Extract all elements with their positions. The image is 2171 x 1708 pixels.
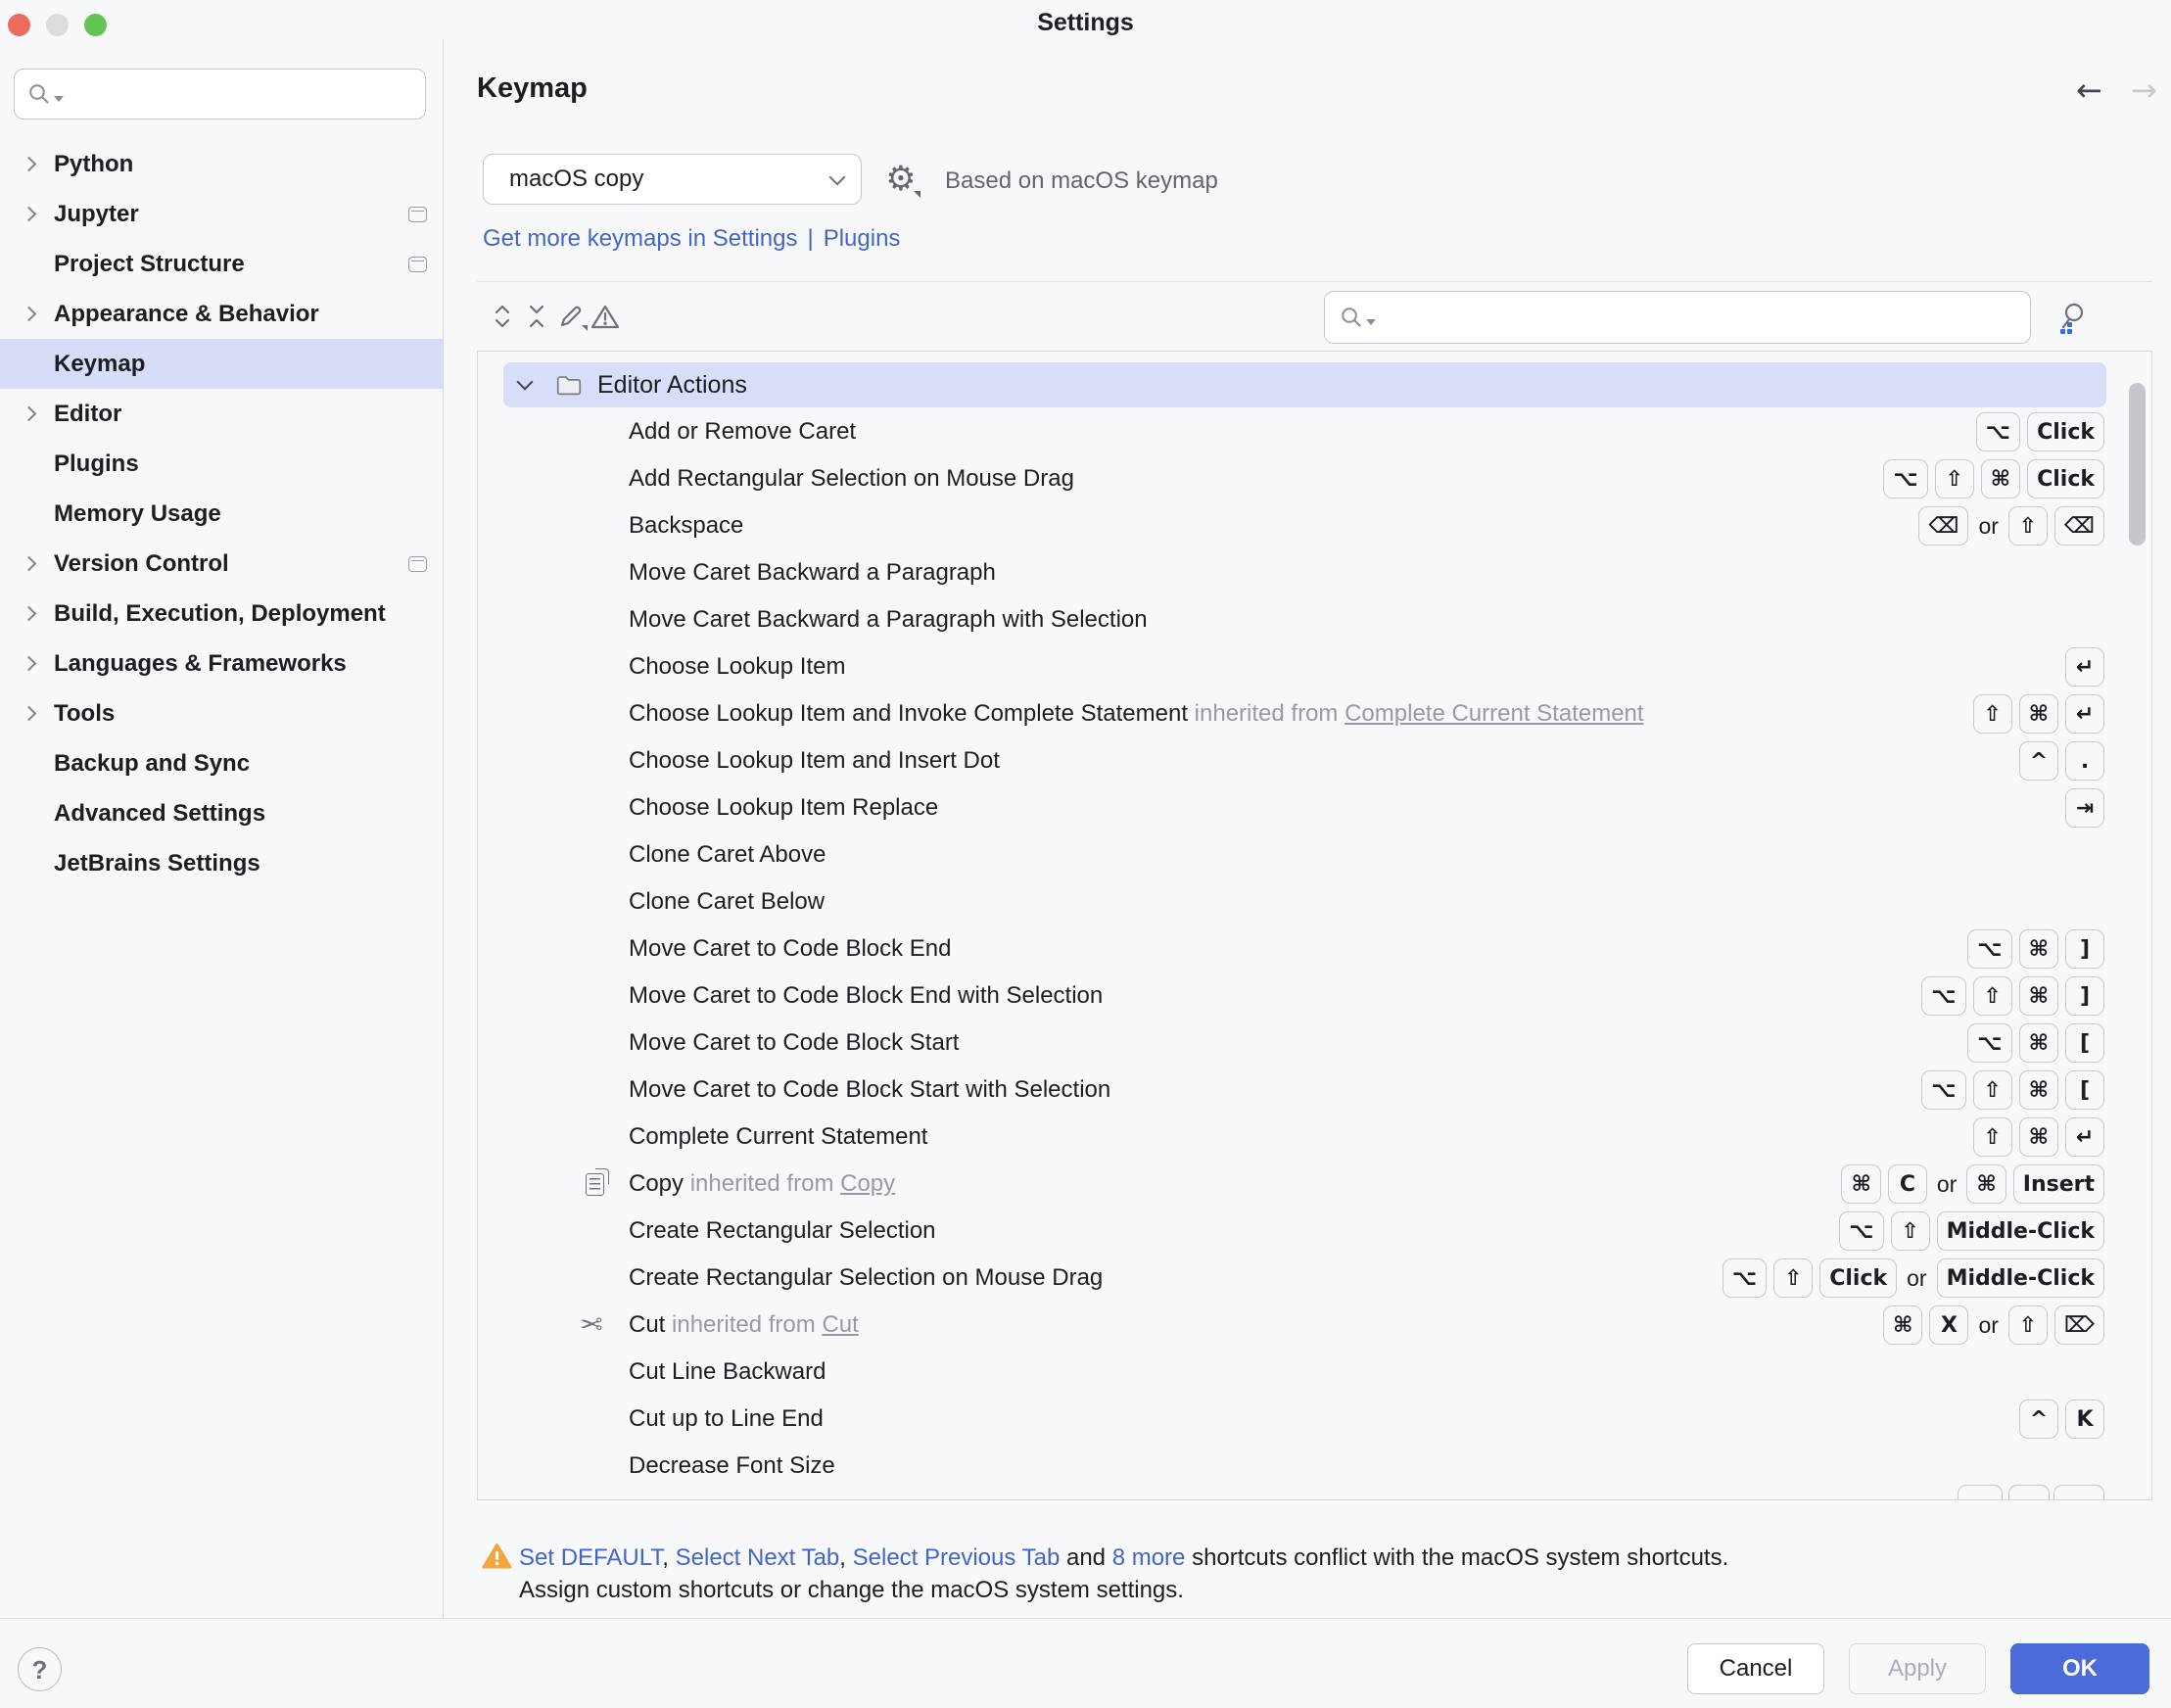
key-badge: . xyxy=(2065,741,2104,781)
shortcut-badges xyxy=(1960,929,2104,969)
key-badge: ⌘ xyxy=(2019,1117,2058,1157)
key-badge: ⌫ xyxy=(2054,506,2104,546)
key-badge: ⇧ xyxy=(1773,1258,1813,1298)
key-badge: ⇧ xyxy=(1935,459,1974,498)
key-badge: ↵ xyxy=(2065,1117,2104,1157)
key-badge: ⌘ xyxy=(2019,976,2058,1016)
gear-icon[interactable]: ⚙ xyxy=(879,157,922,202)
shortcut-badges xyxy=(2058,647,2104,687)
key-badge: ⌘ xyxy=(1841,1164,1880,1204)
titlebar xyxy=(0,0,2171,39)
action-label: Clone Caret Above xyxy=(629,841,826,868)
keymap-row-create-rectangular-selection-on-mouse-drag[interactable] xyxy=(478,1255,2151,1302)
keymap-row-move-caret-to-code-block-start-with-selection[interactable] xyxy=(478,1067,2151,1114)
plugin-page-icon xyxy=(408,556,427,572)
sidebar-item-label: Tools xyxy=(54,699,116,727)
key-badge: Insert xyxy=(2013,1164,2104,1204)
sidebar-item-label: Python xyxy=(54,150,134,177)
action-label: Choose Lookup Item and Insert Dot xyxy=(629,747,1000,774)
keymap-row-clone-caret-above[interactable] xyxy=(478,831,2151,878)
sidebar-item-languages-frameworks[interactable] xyxy=(0,639,443,688)
sidebar-item-label: JetBrains Settings xyxy=(54,849,260,877)
search-options-caret-icon[interactable] xyxy=(54,96,64,102)
sidebar-search-field[interactable] xyxy=(14,69,426,119)
shortcut-badges xyxy=(1832,1211,2104,1251)
key-badge: ⌥ xyxy=(1967,1023,2011,1063)
inherited-from-link[interactable]: Complete Current Statement xyxy=(1345,700,1644,727)
sidebar-item-backup-and-sync[interactable] xyxy=(0,738,443,788)
chevron-right-icon[interactable] xyxy=(22,656,37,672)
shortcut-badges xyxy=(1960,1023,2104,1063)
sidebar-list xyxy=(0,139,443,888)
keymap-row-add-rectangular-selection-on-mouse-drag[interactable] xyxy=(478,455,2151,502)
shortcut-badges xyxy=(1966,694,2104,734)
conflict-link-select-next-tab[interactable]: Select Next Tab xyxy=(675,1544,840,1571)
page-title: Keymap xyxy=(477,72,588,104)
chevron-right-icon[interactable] xyxy=(22,207,37,222)
apply-button[interactable]: Apply xyxy=(1849,1643,1986,1694)
key-badge: ⌦ xyxy=(2054,1305,2104,1345)
sidebar-item-python[interactable] xyxy=(0,139,443,189)
shortcut-badges xyxy=(1911,506,2104,546)
sidebar-item-label: Memory Usage xyxy=(54,499,221,527)
ok-button[interactable]: OK xyxy=(2010,1643,2149,1694)
chevron-right-icon[interactable] xyxy=(22,406,37,422)
header-divider xyxy=(477,281,2152,282)
keymap-row-choose-lookup-item-and-insert-dot[interactable] xyxy=(478,737,2151,784)
inherited-from-link[interactable]: Cut xyxy=(822,1311,859,1338)
key-badge: [ xyxy=(2065,1023,2104,1063)
key-badge: ⌥ xyxy=(1976,412,2020,451)
action-label: Move Caret Backward a Paragraph xyxy=(629,559,996,586)
key-badge: ⌥ xyxy=(1921,1070,1965,1110)
shortcut-badges xyxy=(1914,1070,2104,1110)
sidebar-item-label: Build, Execution, Deployment xyxy=(54,599,386,627)
find-by-shortcut-button[interactable] xyxy=(2054,299,2092,336)
key-badge: ↵ xyxy=(2065,694,2104,734)
show-conflicts-button[interactable] xyxy=(589,300,622,333)
sidebar-item-tools[interactable] xyxy=(0,688,443,738)
keymap-row-move-caret-to-code-block-start[interactable] xyxy=(478,1020,2151,1067)
action-label: Add Rectangular Selection on Mouse Drag xyxy=(629,465,1074,492)
window-title: Settings xyxy=(1037,9,1134,36)
key-badge: Click xyxy=(2027,459,2104,498)
or-separator: or xyxy=(1936,1170,1958,1197)
keymap-row-decrease-font-size[interactable] xyxy=(478,1443,2151,1490)
back-arrow-icon[interactable]: ← xyxy=(2076,71,2102,109)
conflict-warning-line1 xyxy=(519,1542,1988,1574)
key-badge: ⌘ xyxy=(1883,1305,1922,1345)
or-separator: or xyxy=(1978,1311,1999,1338)
sidebar-item-memory-usage[interactable] xyxy=(0,489,443,539)
shortcut-badges xyxy=(1876,1305,2104,1345)
plugins-link[interactable]: Plugins xyxy=(823,225,901,252)
sidebar-item-label: Project Structure xyxy=(54,250,245,277)
action-label: Move Caret Backward a Paragraph with Selection xyxy=(629,606,1148,633)
keymap-row-move-caret-to-code-block-end[interactable] xyxy=(478,925,2151,973)
key-badge: ⇧ xyxy=(1973,1117,2012,1157)
footer-divider xyxy=(0,1618,2171,1619)
key-badge: ⇧ xyxy=(1891,1211,1930,1251)
action-label: Backspace xyxy=(629,512,744,539)
keymap-select[interactable] xyxy=(483,154,862,205)
shortcut-tree xyxy=(477,351,2152,1500)
vertical-scrollbar[interactable] xyxy=(2129,383,2146,546)
keymap-row-move-caret-backward-a-paragraph-with-selection[interactable] xyxy=(478,596,2151,643)
or-separator: or xyxy=(1907,1264,1927,1291)
collapse-all-button[interactable] xyxy=(520,300,553,333)
action-label: Cut inherited from Cut xyxy=(629,1311,859,1338)
search-options-caret-icon[interactable] xyxy=(1366,319,1376,325)
action-label: Complete Current Statement xyxy=(629,1123,928,1150)
keymap-row-cut-up-to-line-end[interactable] xyxy=(478,1396,2151,1443)
warning-icon xyxy=(482,1542,512,1570)
key-badge: ⇧ xyxy=(2008,1305,2048,1345)
inherited-from-text: inherited from xyxy=(665,1311,823,1338)
sidebar-item-label: Backup and Sync xyxy=(54,749,251,777)
key-badge: ⌘ xyxy=(1981,459,2020,498)
sidebar-item-label: Editor xyxy=(54,400,122,427)
key-badge: ⇥ xyxy=(2065,788,2104,828)
keymap-row-backspace[interactable] xyxy=(478,502,2151,549)
keymap-row-complete-current-statement[interactable] xyxy=(478,1114,2151,1161)
keymap-row-choose-lookup-item[interactable] xyxy=(478,643,2151,690)
key-badge-partial xyxy=(2008,1485,2050,1500)
key-badge: ] xyxy=(2065,976,2104,1016)
chevron-right-icon[interactable] xyxy=(22,307,37,322)
link-separator: | xyxy=(807,225,814,252)
sidebar-item-label: Appearance & Behavior xyxy=(54,300,319,327)
expand-all-button[interactable] xyxy=(486,300,519,333)
action-label: Move Caret to Code Block Start xyxy=(629,1029,960,1056)
key-badge: Click xyxy=(1819,1258,1897,1298)
key-badge: ↵ xyxy=(2065,647,2104,687)
sidebar-item-appearance-behavior[interactable] xyxy=(0,289,443,339)
keymap-row-move-caret-backward-a-paragraph[interactable] xyxy=(478,549,2151,596)
expand-all-icon xyxy=(486,300,519,333)
tree-group-label: Editor Actions xyxy=(597,370,747,399)
sidebar-item-label: Keymap xyxy=(54,350,146,377)
key-badge: ⇧ xyxy=(2008,506,2048,546)
sidebar-item-label: Advanced Settings xyxy=(54,799,266,827)
keymap-row-choose-lookup-item-replace[interactable] xyxy=(478,784,2151,831)
action-label: Move Caret to Code Block End xyxy=(629,935,952,962)
action-label: Add or Remove Caret xyxy=(629,418,857,445)
help-button[interactable]: ? xyxy=(18,1647,62,1691)
key-badge: [ xyxy=(2065,1070,2104,1110)
key-badge: ⌘ xyxy=(2019,929,2058,969)
keymap-row-clone-caret-below[interactable] xyxy=(478,878,2151,925)
action-label: Move Caret to Code Block Start with Selection xyxy=(629,1076,1111,1103)
key-badge: ⌥ xyxy=(1967,929,2011,969)
tree-group-editor-actions[interactable] xyxy=(503,362,2106,407)
conflict-link-8-more[interactable]: 8 more xyxy=(1111,1544,1186,1571)
sidebar-item-version-control[interactable] xyxy=(0,539,443,589)
action-label: Move Caret to Code Block End with Selection xyxy=(629,982,1104,1009)
shortcut-badges xyxy=(2012,1400,2104,1439)
keymap-row-cut-line-backward[interactable] xyxy=(478,1349,2151,1396)
keymap-select-value: macOS copy xyxy=(509,166,644,192)
sidebar-item-label: Jupyter xyxy=(54,200,139,227)
forward-arrow-icon[interactable]: → xyxy=(2131,71,2157,109)
key-badge: ] xyxy=(2065,929,2104,969)
key-badge-partial xyxy=(1958,1485,2003,1500)
action-label: Create Rectangular Selection xyxy=(629,1217,936,1244)
key-badge: X xyxy=(1929,1305,1968,1345)
key-badge: ^ xyxy=(2019,741,2058,781)
shortcut-badges xyxy=(2012,741,2104,781)
cancel-button[interactable]: Cancel xyxy=(1687,1643,1824,1694)
shortcut-badges xyxy=(1914,976,2104,1016)
copy-icon xyxy=(586,1173,604,1196)
chevron-down-icon xyxy=(829,168,846,185)
keymap-row-add-or-remove-caret[interactable] xyxy=(478,408,2151,455)
plugin-page-icon xyxy=(408,257,427,272)
shortcut-badges xyxy=(1966,1117,2104,1157)
inherited-from-text: inherited from xyxy=(1188,700,1345,727)
chevron-right-icon[interactable] xyxy=(22,157,37,172)
conflict-link-set-default[interactable]: Set DEFAULT xyxy=(519,1544,663,1571)
sidebar-item-editor[interactable] xyxy=(0,389,443,439)
key-badge: ⇧ xyxy=(1973,694,2012,734)
action-label: Choose Lookup Item Replace xyxy=(629,794,939,821)
action-label: Choose Lookup Item and Invoke Complete Statement inherited from Complete Current Statement xyxy=(629,700,1644,727)
key-badge: Middle-Click xyxy=(1937,1211,2104,1251)
action-label: Create Rectangular Selection on Mouse Drag xyxy=(629,1264,1104,1291)
sidebar-item-label: Version Control xyxy=(54,549,229,577)
chevron-right-icon[interactable] xyxy=(22,706,37,722)
key-badge-partial xyxy=(2053,1485,2104,1500)
pencil-icon xyxy=(554,300,588,333)
edit-shortcut-button[interactable] xyxy=(554,300,588,333)
conflict-warning xyxy=(519,1542,1988,1606)
get-more-keymaps-link[interactable]: Get more keymaps in Settings xyxy=(483,225,798,252)
get-more-keymaps-row xyxy=(483,225,900,253)
shortcut-badges xyxy=(2058,788,2104,828)
sidebar-item-label: Plugins xyxy=(54,450,139,477)
shortcut-badges xyxy=(1969,412,2104,451)
keymap-row-move-caret-to-code-block-end-with-selection[interactable] xyxy=(478,973,2151,1020)
sidebar-item-advanced-settings[interactable] xyxy=(0,788,443,838)
key-badge: ^ xyxy=(2019,1400,2058,1439)
warning-triangle-icon xyxy=(589,300,622,333)
keymap-row-choose-lookup-item-and-invoke-complete-statement[interactable] xyxy=(478,690,2151,737)
scissors-icon: ✂ xyxy=(580,1308,603,1341)
shortcut-badges xyxy=(1876,459,2104,498)
conflict-text: , xyxy=(662,1544,676,1571)
sidebar-item-label: Languages & Frameworks xyxy=(54,649,347,677)
conflict-warning-line2: Assign custom shortcuts or change the macOS system settings. xyxy=(519,1577,1184,1603)
action-search-field[interactable] xyxy=(1324,291,2031,344)
search-icon xyxy=(1339,305,1364,330)
conflict-link-select-previous-tab[interactable]: Select Previous Tab xyxy=(852,1544,1061,1571)
key-badge: K xyxy=(2065,1400,2104,1439)
key-badge: C xyxy=(1888,1164,1927,1204)
inherited-from-text: inherited from xyxy=(684,1170,841,1197)
collapse-all-icon xyxy=(520,300,553,333)
search-icon xyxy=(26,81,52,107)
folder-icon xyxy=(554,370,584,400)
key-badge: ⇧ xyxy=(1973,976,2012,1016)
based-on-label: Based on macOS keymap xyxy=(945,167,1218,194)
sidebar-search-input[interactable] xyxy=(71,80,425,109)
shortcut-badges xyxy=(1834,1164,2104,1204)
action-search-input[interactable] xyxy=(1384,304,2030,332)
keymap-row-create-rectangular-selection[interactable] xyxy=(478,1208,2151,1255)
conflict-text: shortcuts conflict with the macOS system shortcuts. xyxy=(1185,1544,1729,1571)
sidebar-item-jupyter[interactable] xyxy=(0,189,443,239)
key-badge: ⌘ xyxy=(2019,1070,2058,1110)
action-label: Cut Line Backward xyxy=(629,1358,826,1385)
key-badge: ⇧ xyxy=(1973,1070,2012,1110)
key-badge: ⌘ xyxy=(2019,1023,2058,1063)
sidebar-item-project-structure[interactable] xyxy=(0,239,443,289)
chevron-right-icon[interactable] xyxy=(22,606,37,622)
shortcut-badges xyxy=(1716,1258,2104,1298)
key-badge: ⌫ xyxy=(1918,506,1968,546)
key-badge: ⌘ xyxy=(1966,1164,2006,1204)
inherited-from-link[interactable]: Copy xyxy=(840,1170,896,1197)
action-label: Cut up to Line End xyxy=(629,1405,824,1432)
key-badge: ⌥ xyxy=(1921,976,1965,1016)
action-label: Decrease Font Size xyxy=(629,1452,835,1479)
sidebar-item-build-execution-deployment[interactable] xyxy=(0,589,443,639)
chevron-right-icon[interactable] xyxy=(22,556,37,572)
plugin-page-icon xyxy=(408,207,427,222)
action-label: Copy inherited from Copy xyxy=(629,1170,896,1197)
find-shortcut-icon xyxy=(2054,299,2092,336)
key-badge: Click xyxy=(2027,412,2104,451)
sidebar-item-plugins[interactable] xyxy=(0,439,443,489)
sidebar-item-jetbrains-settings[interactable] xyxy=(0,838,443,888)
action-label: Choose Lookup Item xyxy=(629,653,846,680)
keymap-row-cut[interactable] xyxy=(478,1302,2151,1349)
sidebar-item-keymap[interactable] xyxy=(0,339,443,389)
key-badge: ⌥ xyxy=(1839,1211,1883,1251)
or-separator: or xyxy=(1978,512,1999,539)
key-badge: ⌘ xyxy=(2019,694,2058,734)
key-badge: ⌥ xyxy=(1723,1258,1767,1298)
conflict-text: , xyxy=(839,1544,853,1571)
chevron-down-icon[interactable] xyxy=(517,374,534,391)
key-badge: ⌥ xyxy=(1883,459,1927,498)
conflict-text: and xyxy=(1060,1544,1112,1571)
key-badge: Middle-Click xyxy=(1937,1258,2104,1298)
keymap-row-copy[interactable] xyxy=(478,1161,2151,1208)
action-label: Clone Caret Below xyxy=(629,888,826,915)
settings-sidebar xyxy=(0,39,444,1618)
